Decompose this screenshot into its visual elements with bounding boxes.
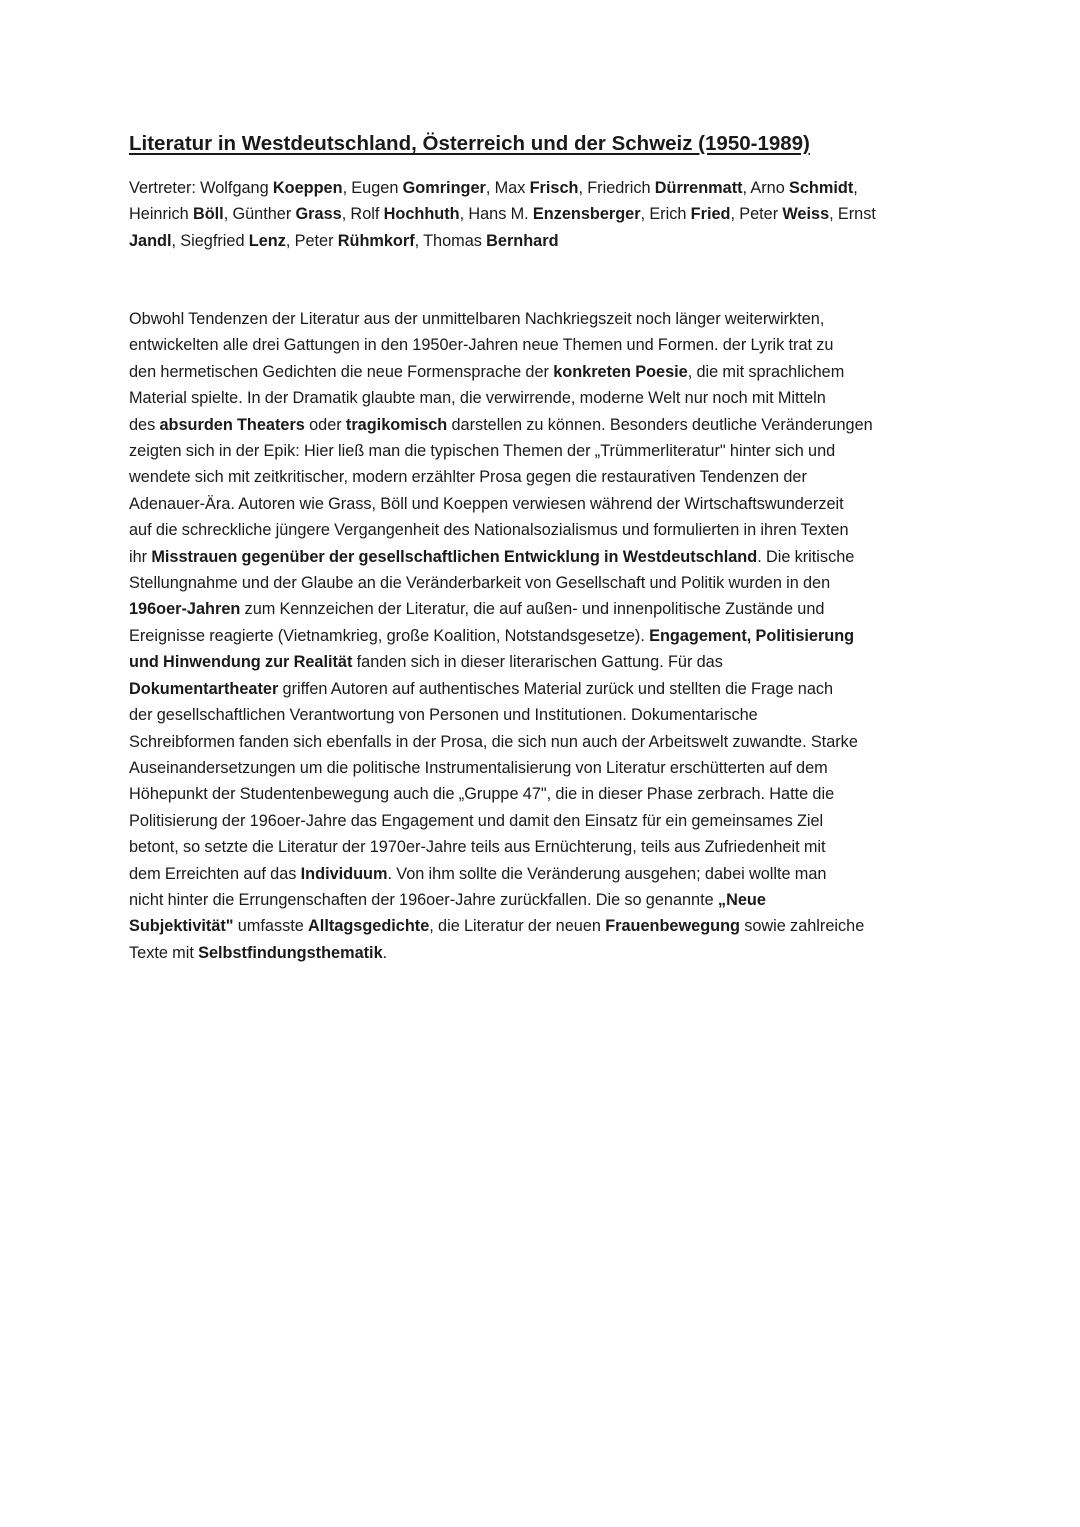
text-line: [129, 913, 959, 939]
text-line: [129, 676, 959, 702]
text-run: zum Kennzeichen der Literatur, die auf außen- und innenpolitische Zustände und: [240, 600, 825, 619]
bold-text-run: Hochhuth: [383, 205, 460, 224]
bold-text-run: und Hinwendung zur Realität: [129, 653, 353, 672]
text-run: Texte mit: [129, 943, 199, 962]
text-run: der gesellschaftlichen Verantwortung von Personen und Institutionen. Dokumentarische: [129, 706, 758, 725]
text-run: , die Literatur der neuen: [429, 917, 606, 936]
text-line: [129, 570, 959, 596]
text-run: , Peter: [285, 231, 338, 250]
text-line: [129, 596, 959, 622]
text-run: Höhepunkt der Studentenbewegung auch die „Gruppe 47", die in dieser Phase zerbrach. Hatte die: [129, 785, 835, 804]
text-run: Material spielte. In der Dramatik glaubte man, die verwirrende, moderne Welt nur noch mit Mitteln: [129, 389, 826, 408]
text-run: , Ernst: [829, 205, 876, 224]
text-line: [129, 491, 959, 517]
bold-text-run: Grass: [295, 205, 342, 224]
text-line: [129, 464, 959, 490]
bold-text-run: Bernhard: [486, 231, 559, 250]
text-run: betont, so setzte die Literatur der 1970er-Jahre teils aus Ernüchterung, teils aus Zufriedenheit mit: [129, 838, 826, 857]
bold-text-run: Selbstfindungsthematik: [198, 943, 383, 962]
bold-text-run: Koeppen: [272, 179, 343, 197]
body-paragraph: [129, 306, 959, 966]
text-line: [129, 649, 959, 675]
bold-text-run: absurden Theaters: [159, 415, 305, 434]
text-line: [129, 306, 959, 332]
text-run: , Siegfried: [171, 231, 249, 250]
text-run: wendete sich mit zeitkritischer, modern erzählter Prosa gegen die restaurativen Tendenzen der: [129, 468, 807, 487]
bold-text-run: Gomringer: [402, 179, 486, 197]
bold-text-run: Dokumentartheater: [129, 679, 279, 698]
text-run: auf die schreckliche jüngere Vergangenheit des Nationalsozialismus und formulierten in ihren Texten: [129, 521, 849, 540]
text-line: [129, 201, 959, 227]
text-run: dem Erreichten auf das: [129, 864, 301, 883]
text-run: umfasste: [233, 917, 309, 936]
text-run: , Eugen: [342, 179, 403, 197]
text-line: [129, 623, 959, 649]
text-run: sowie zahlreiche: [739, 917, 865, 936]
authors-paragraph: [129, 175, 959, 254]
text-line: [129, 544, 959, 570]
text-line: [129, 332, 959, 358]
bold-text-run: 196oer-Jahren: [129, 600, 241, 619]
text-run: ,: [853, 179, 858, 197]
bold-text-run: Alltagsgedichte: [308, 917, 430, 936]
text-line: [129, 412, 959, 438]
bold-text-run: Weiss: [782, 205, 830, 224]
text-run: Vertreter: Wolfgang: [129, 179, 273, 197]
text-run: . Die kritische: [757, 547, 855, 566]
bold-text-run: Rühmkorf: [337, 231, 415, 250]
bold-text-run: Dürrenmatt: [654, 179, 743, 197]
bold-text-run: Frisch: [529, 179, 579, 197]
text-line: [129, 808, 959, 834]
text-run: Adenauer-Ära. Autoren wie Grass, Böll und Koeppen verwiesen während der Wirtschaftswunderzeit: [129, 494, 844, 513]
bold-text-run: tragikomisch: [345, 415, 448, 434]
text-run: zeigten sich in der Epik: Hier ließ man die typischen Themen der „Trümmerliteratur" hinter sich und: [129, 442, 836, 461]
bold-text-run: Schmidt: [789, 179, 854, 197]
page-title: Literatur in Westdeutschland, Österreich und der Schweiz (1950-1989): [129, 132, 810, 155]
bold-text-run: Enzensberger: [532, 205, 641, 224]
text-line: [129, 517, 959, 543]
text-run: griffen Autoren auf authentisches Material zurück und stellten die Frage nach: [278, 679, 834, 698]
text-run: , Max: [485, 179, 530, 197]
text-run: den hermetischen Gedichten die neue Formensprache der: [129, 362, 554, 381]
text-run: Obwohl Tendenzen der Literatur aus der unmittelbaren Nachkriegszeit noch länger weiterwirkten,: [129, 310, 825, 328]
text-line: [129, 834, 959, 860]
text-run: darstellen zu können. Besonders deutliche Veränderungen: [447, 415, 873, 434]
text-run: .: [382, 943, 388, 962]
bold-text-run: Individuum: [300, 864, 388, 883]
text-line: [129, 175, 959, 201]
bold-text-run: konkreten Poesie: [553, 362, 688, 381]
text-run: ihr: [129, 547, 152, 566]
text-line: [129, 228, 959, 254]
text-run: . Von ihm sollte die Veränderung ausgehen; dabei wollte man: [387, 864, 827, 883]
text-run: Stellungnahme und der Glaube an die Veränderbarkeit von Gesellschaft und Politik wurden in den: [129, 574, 831, 593]
text-run: , Hans M.: [459, 205, 533, 224]
bold-text-run: Misstrauen gegenüber der gesellschaftlichen Entwicklung in Westdeutschland: [151, 547, 758, 566]
bold-text-run: „Neue: [717, 890, 766, 909]
bold-text-run: Fried: [690, 205, 731, 224]
bold-text-run: Engagement, Politisierung: [649, 626, 855, 645]
text-run: , Peter: [730, 205, 783, 224]
text-run: Heinrich: [129, 205, 193, 224]
bold-text-run: Jandl: [129, 231, 172, 250]
text-run: Auseinandersetzungen um die politische Instrumentalisierung von Literatur erschütterten auf dem: [129, 758, 828, 777]
text-line: [129, 781, 959, 807]
text-run: des: [129, 415, 160, 434]
text-line: [129, 702, 959, 728]
text-line: [129, 359, 959, 385]
text-run: , die mit sprachlichem: [687, 362, 845, 381]
text-run: Ereignisse reagierte (Vietnamkrieg, große Koalition, Notstandsgesetze).: [129, 626, 650, 645]
bold-text-run: Frauenbewegung: [605, 917, 740, 936]
text-line: [129, 755, 959, 781]
text-run: , Erich: [640, 205, 691, 224]
text-run: oder: [304, 415, 346, 434]
text-line: [129, 385, 959, 411]
text-run: Schreibformen fanden sich ebenfalls in der Prosa, die sich nun auch der Arbeitswelt zuwandte. Starke: [129, 732, 858, 751]
text-line: [129, 887, 959, 913]
text-run: entwickelten alle drei Gattungen in den 1950er-Jahren neue Themen und Formen. der Lyrik trat zu: [129, 336, 834, 355]
bold-text-run: Böll: [192, 205, 224, 224]
text-run: nicht hinter die Errungenschaften der 196oer-Jahre zurückfallen. Die so genannte: [129, 890, 718, 909]
text-run: , Thomas: [414, 231, 487, 250]
text-run: , Friedrich: [578, 179, 655, 197]
text-run: , Rolf: [341, 205, 384, 224]
text-run: fanden sich in dieser literarischen Gattung. Für das: [352, 653, 723, 672]
bold-text-run: Subjektivität": [129, 917, 234, 936]
text-run: Politisierung der 196oer-Jahre das Engagement und damit den Einsatz für ein gemeinsames Ziel: [129, 811, 824, 830]
text-line: [129, 861, 959, 887]
text-run: , Günther: [223, 205, 296, 224]
bold-text-run: Lenz: [248, 231, 286, 250]
text-run: , Arno: [742, 179, 790, 197]
text-line: [129, 438, 959, 464]
text-line: [129, 729, 959, 755]
text-line: [129, 940, 959, 966]
